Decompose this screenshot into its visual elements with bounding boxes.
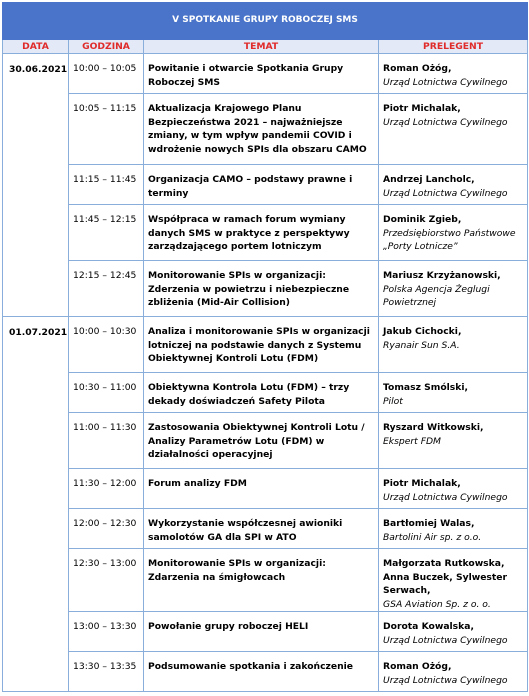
speaker-name: Bartłomiej Walas,	[383, 518, 475, 529]
agenda-row	[3, 469, 528, 509]
session-topic: Powitanie i otwarcie Spotkania Grupy Roboczej SMS	[144, 54, 379, 94]
session-topic: Organizacja CAMO – podstawy prawne i terminy	[144, 165, 379, 205]
session-time: 12:15 – 12:45	[69, 261, 144, 317]
agenda-row	[3, 413, 528, 469]
session-time: 11:15 – 11:45	[69, 165, 144, 205]
session-topic: Podsumowanie spotkania i zakończenie	[144, 652, 379, 692]
speaker-name: Roman Ożóg,	[383, 661, 452, 672]
agenda-row	[3, 652, 528, 692]
speaker-organization: Urząd Lotnictwa Cywilnego	[383, 491, 508, 503]
speaker-organization: GSA Aviation Sp. z o. o.	[383, 598, 491, 610]
speaker-name: Tomasz Smólski,	[383, 382, 469, 393]
speaker-organization: Urząd Lotnictwa Cywilnego	[383, 674, 508, 686]
agenda-row	[3, 612, 528, 652]
agenda-row	[3, 261, 528, 317]
session-topic: Analiza i monitorowanie SPIs w organizacji lotniczej na podstawie danych z Systemu Obiektywnej Kontroli Lotu (FDM)	[144, 317, 379, 373]
session-topic: Wykorzystanie współczesnej awioniki samolotów GA dla SPI w ATO	[144, 509, 379, 549]
header-time: GODZINA	[69, 40, 144, 54]
agenda-table	[2, 2, 528, 692]
session-time: 10:30 – 11:00	[69, 373, 144, 413]
header-speaker: PRELEGENT	[379, 40, 528, 54]
speaker-organization: Urząd Lotnictwa Cywilnego	[383, 76, 508, 88]
speaker-organization: Ekspert FDM	[383, 435, 441, 447]
session-time: 12:00 – 12:30	[69, 509, 144, 549]
session-speaker	[379, 54, 528, 94]
session-time: 11:00 – 11:30	[69, 413, 144, 469]
speaker-name: Piotr Michalak,	[383, 103, 461, 114]
session-time: 13:00 – 13:30	[69, 612, 144, 652]
session-topic: Obiektywna Kontrola Lotu (FDM) – trzy dekady doświadczeń Safety Pilota	[144, 373, 379, 413]
session-speaker	[379, 94, 528, 165]
session-speaker	[379, 261, 528, 317]
session-speaker	[379, 469, 528, 509]
session-time: 12:30 – 13:00	[69, 549, 144, 612]
session-topic: Aktualizacja Krajowego Planu Bezpieczeństwa 2021 – najważniejsze zmiany, w tym wpływ pandemii COVID i wdrożenie nowych SPIs dla obszaru CAMO	[144, 94, 379, 165]
session-speaker	[379, 413, 528, 469]
session-speaker	[379, 205, 528, 261]
session-speaker	[379, 652, 528, 692]
day-date: 30.06.2021	[3, 54, 69, 317]
speaker-name: Jakub Cichocki,	[383, 326, 462, 337]
speaker-name: Mariusz Krzyżanowski,	[383, 270, 501, 281]
agenda-row	[3, 317, 528, 373]
speaker-organization: Przedsiębiorstwo Państwowe „Porty Lotnicze”	[383, 227, 516, 252]
header-topic: TEMAT	[144, 40, 379, 54]
agenda-row	[3, 165, 528, 205]
session-topic: Monitorowanie SPIs w organizacji: Zdarzenia na śmigłowcach	[144, 549, 379, 612]
speaker-name: Ryszard Witkowski,	[383, 422, 484, 433]
speaker-name: Roman Ożóg,	[383, 63, 452, 74]
speaker-name: Małgorzata Rutkowska, Anna Buczek, Sylwester Serwach,	[383, 558, 508, 596]
session-speaker	[379, 317, 528, 373]
session-topic: Forum analizy FDM	[144, 469, 379, 509]
session-speaker	[379, 373, 528, 413]
agenda-row	[3, 549, 528, 612]
session-topic: Zastosowania Obiektywnej Kontroli Lotu / Analizy Parametrów Lotu (FDM) w działalności operacyjnej	[144, 413, 379, 469]
speaker-name: Andrzej Lancholc,	[383, 174, 475, 185]
agenda-row	[3, 94, 528, 165]
speaker-organization: Pilot	[383, 395, 403, 407]
session-time: 10:00 – 10:30	[69, 317, 144, 373]
agenda-row	[3, 509, 528, 549]
title-row	[3, 3, 528, 40]
session-speaker	[379, 549, 528, 612]
day-date: 01.07.2021	[3, 317, 69, 692]
session-speaker	[379, 165, 528, 205]
speaker-name: Piotr Michalak,	[383, 478, 461, 489]
agenda-row	[3, 373, 528, 413]
agenda-row	[3, 205, 528, 261]
speaker-organization: Urząd Lotnictwa Cywilnego	[383, 116, 508, 128]
speaker-name: Dorota Kowalska,	[383, 621, 474, 632]
session-time: 13:30 – 13:35	[69, 652, 144, 692]
session-topic: Współpraca w ramach forum wymiany danych SMS w praktyce z perspektywy zarządzającego portem lotniczym	[144, 205, 379, 261]
speaker-organization: Urząd Lotnictwa Cywilnego	[383, 187, 508, 199]
session-time: 11:30 – 12:00	[69, 469, 144, 509]
speaker-organization: Ryanair Sun S.A.	[383, 339, 460, 351]
header-row	[3, 40, 528, 54]
session-time: 10:00 – 10:05	[69, 54, 144, 94]
agenda-row	[3, 54, 528, 94]
session-time: 11:45 – 12:15	[69, 205, 144, 261]
header-date: DATA	[3, 40, 69, 54]
speaker-name: Dominik Zgieb,	[383, 214, 462, 225]
session-speaker	[379, 509, 528, 549]
session-topic: Powołanie grupy roboczej HELI	[144, 612, 379, 652]
speaker-organization: Urząd Lotnictwa Cywilnego	[383, 634, 508, 646]
speaker-organization: Polska Agencja Żeglugi Powietrznej	[383, 283, 490, 308]
agenda-title: V SPOTKANIE GRUPY ROBOCZEJ SMS	[3, 3, 528, 40]
session-speaker	[379, 612, 528, 652]
session-time: 10:05 – 11:15	[69, 94, 144, 165]
session-topic: Monitorowanie SPIs w organizacji: Zderzenia w powietrzu i niebezpieczne zbliżenia (Mid-Air Collision)	[144, 261, 379, 317]
speaker-organization: Bartolini Air sp. z o.o.	[383, 531, 482, 543]
